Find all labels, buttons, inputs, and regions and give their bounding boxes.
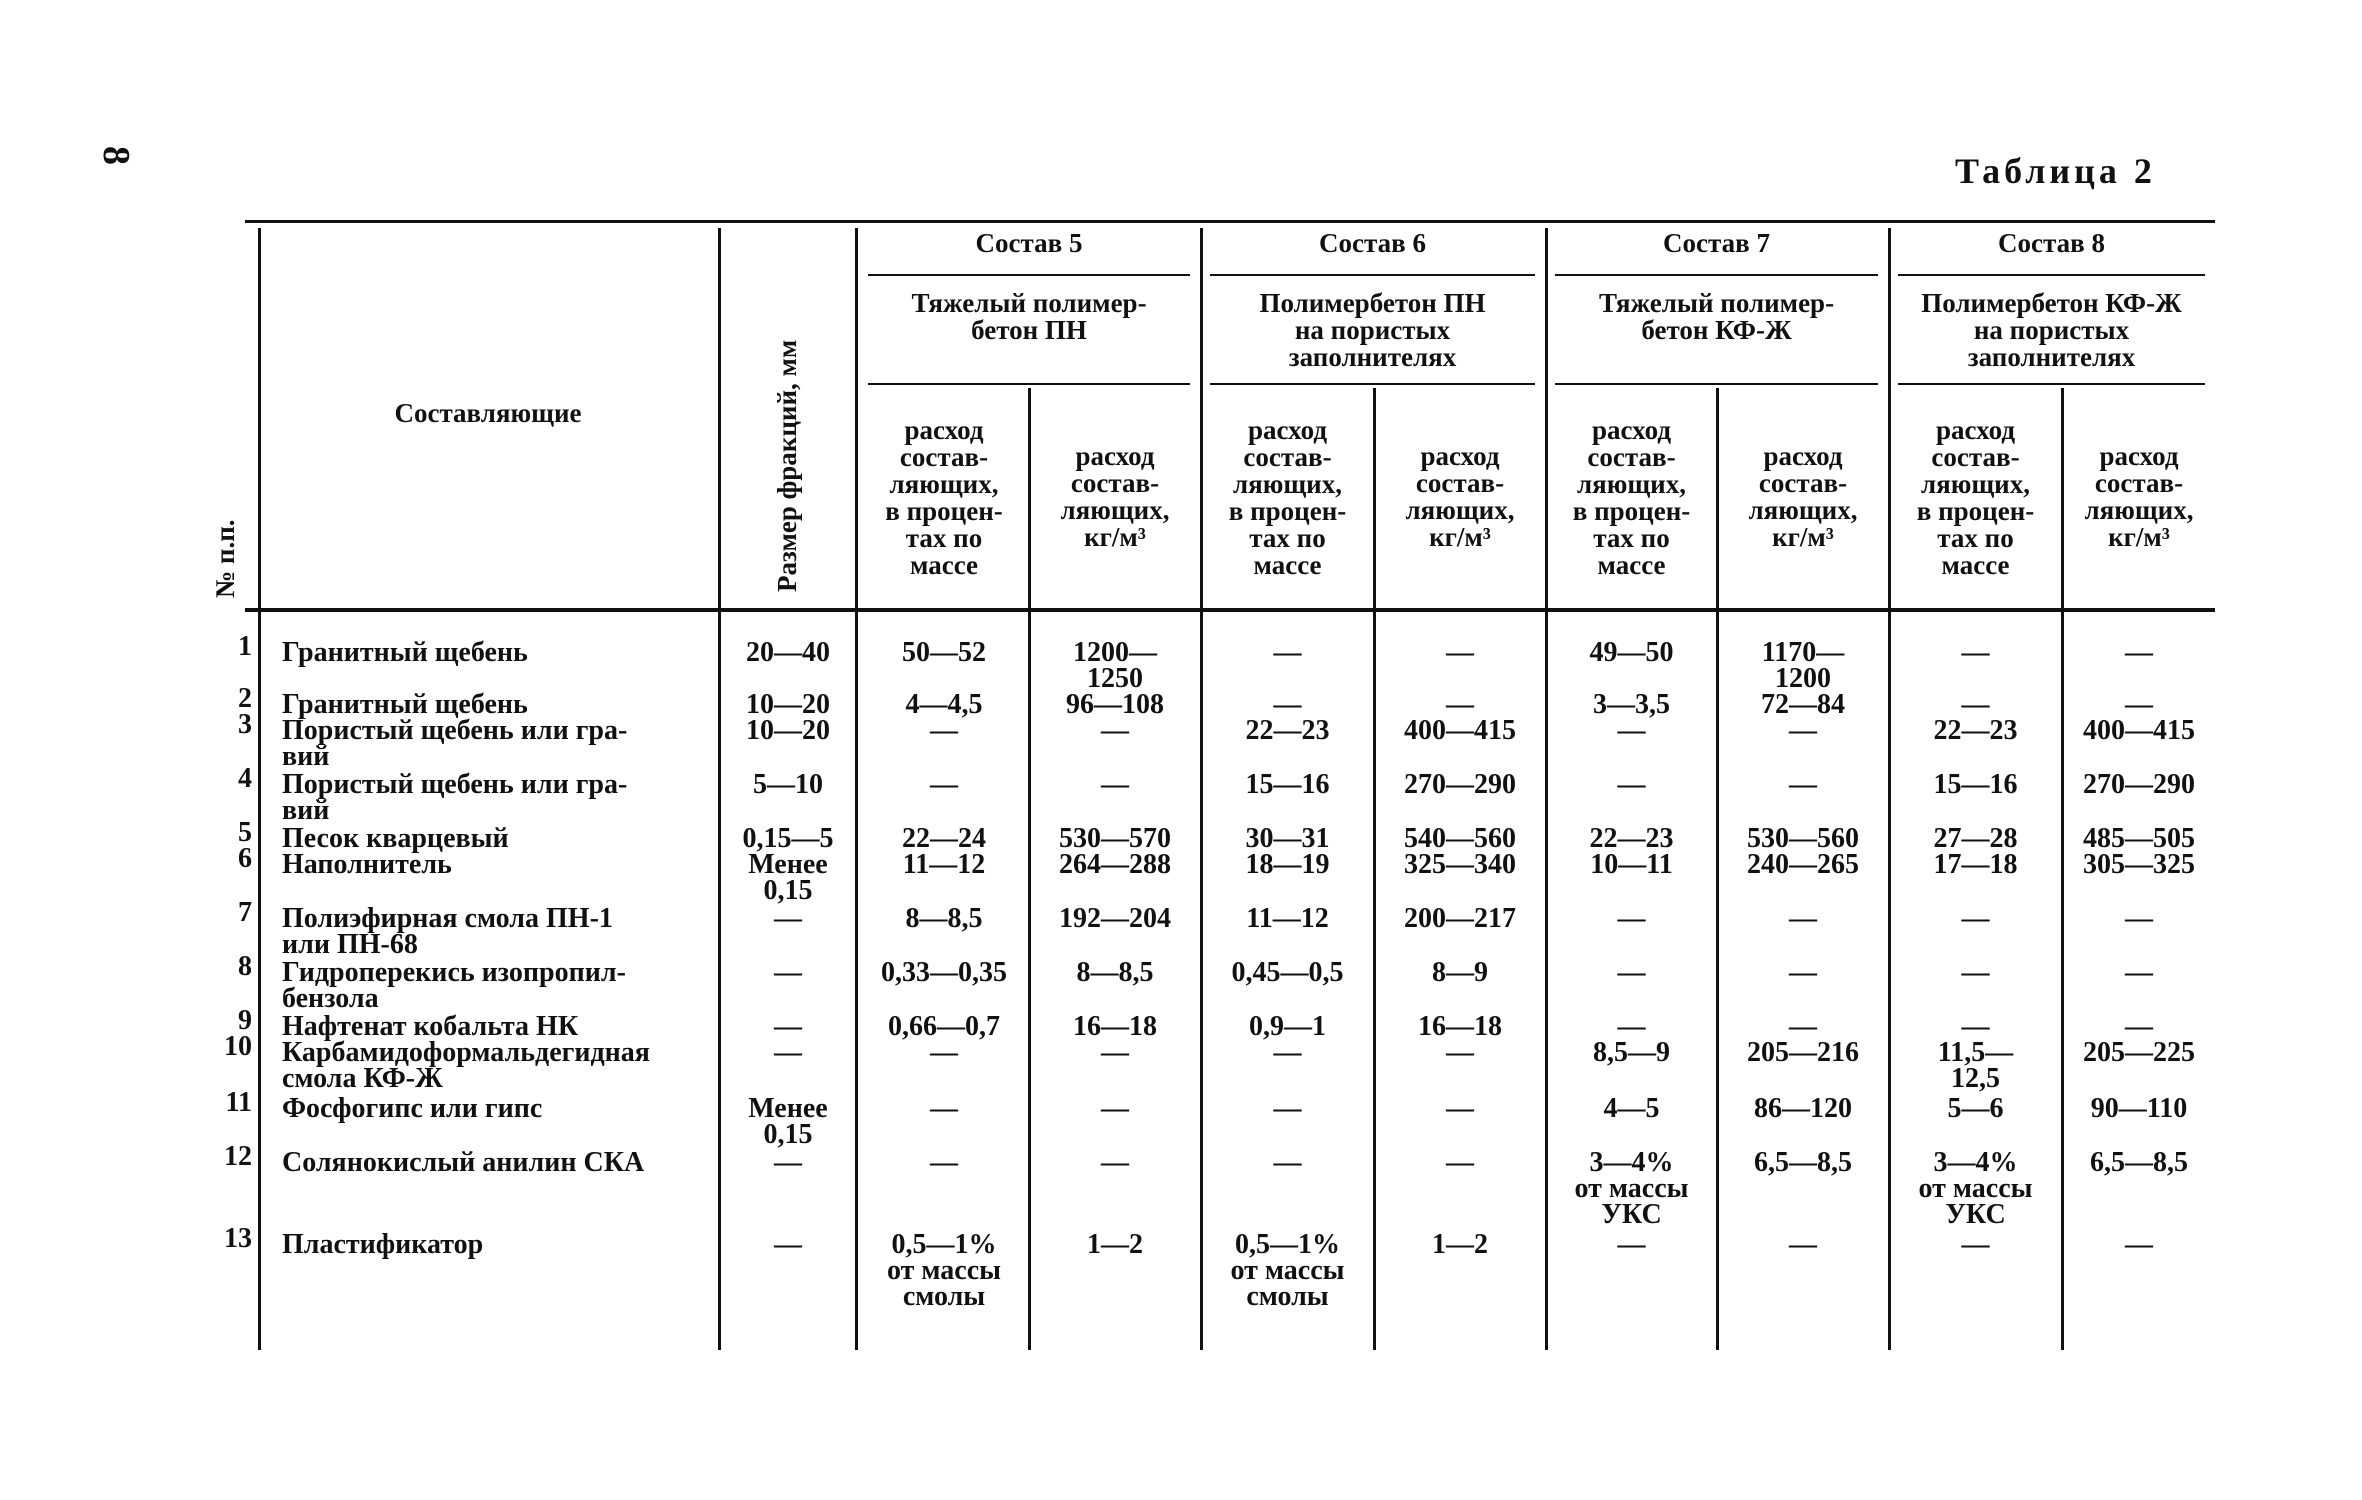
value-kg-per-m3: 485—505 [2083, 823, 2195, 854]
component-name: Гранитный щебень [282, 637, 528, 668]
fraction-size: — [774, 1037, 802, 1068]
header-composition-name: Состав 5 [975, 228, 1083, 258]
fraction-size: — [774, 1229, 802, 1260]
value-kg-per-m3: 8—9 [1432, 957, 1488, 988]
composition-name-rule [1210, 274, 1535, 276]
row-number: 6 [238, 843, 252, 874]
fraction-size: Менее 0,15 [748, 849, 828, 906]
value-kg-per-m3: — [1789, 1229, 1817, 1260]
value-percent: — [1617, 957, 1646, 988]
value-percent: — [1617, 715, 1646, 746]
value-percent: — [1273, 1037, 1302, 1068]
value-kg-per-m3: 1—2 [1432, 1229, 1488, 1260]
header-composition-name: Состав 7 [1663, 228, 1770, 258]
value-kg-per-m3: — [1446, 689, 1474, 720]
value-kg-per-m3: — [1789, 903, 1817, 934]
row-number: 11 [225, 1087, 252, 1118]
value-percent: 0,66—0,7 [888, 1011, 1000, 1042]
value-kg-per-m3: — [1789, 769, 1817, 800]
row-number: 10 [224, 1031, 252, 1062]
value-percent: 18—19 [1245, 849, 1330, 880]
value-kg-per-m3: 270—290 [1404, 769, 1516, 800]
value-kg-per-m3: — [2125, 1229, 2153, 1260]
value-kg-per-m3: 400—415 [2083, 715, 2195, 746]
column-rule [1028, 388, 1031, 1350]
composition-name-rule [868, 274, 1190, 276]
value-kg-per-m3: 72—84 [1761, 689, 1845, 720]
value-percent: 15—16 [1933, 769, 2018, 800]
row-number: 4 [238, 763, 252, 794]
header-composition-type: Тяжелый полимер- бетон КФ-Ж [1598, 288, 1835, 345]
value-percent: 0,5—1% от массы смолы [887, 1229, 1001, 1312]
value-percent: 49—50 [1589, 637, 1674, 668]
composition-type-rule [1555, 383, 1878, 385]
composition-type-rule [1898, 383, 2205, 385]
value-kg-per-m3: — [1446, 1147, 1474, 1178]
fraction-size: 20—40 [746, 637, 830, 668]
value-kg-per-m3: 1—2 [1087, 1229, 1143, 1260]
column-rule [855, 228, 858, 1350]
header-composition-name: Состав 6 [1319, 228, 1426, 258]
value-kg-per-m3: 16—18 [1073, 1011, 1157, 1042]
value-percent: — [1273, 1093, 1302, 1124]
header-kg-per-m3: расход состав- ляющих, кг/м³ [1405, 441, 1515, 552]
row-number: 3 [238, 709, 252, 740]
value-kg-per-m3: — [2125, 637, 2153, 668]
value-percent: 8—8,5 [905, 903, 983, 934]
component-name: Песок кварцевый [282, 823, 509, 854]
header-percent-by-mass: расход состав- ляющих, в процен- тах по массе [885, 415, 1003, 580]
value-kg-per-m3: 6,5—8,5 [2090, 1147, 2188, 1178]
value-percent: 22—23 [1933, 715, 2018, 746]
value-percent: — [1961, 689, 1990, 720]
value-kg-per-m3: 200—217 [1404, 903, 1516, 934]
value-percent: — [930, 715, 958, 746]
value-percent: 22—23 [1589, 823, 1674, 854]
value-kg-per-m3: — [1446, 1037, 1474, 1068]
header-kg-per-m3: расход состав- ляющих, кг/м³ [1748, 441, 1858, 552]
page-number: 8 [95, 146, 137, 165]
header-kg-per-m3: расход состав- ляющих, кг/м³ [1060, 441, 1170, 552]
value-kg-per-m3: — [1789, 957, 1817, 988]
value-kg-per-m3: — [1101, 1093, 1129, 1124]
row-number: 9 [238, 1005, 252, 1036]
header-percent-by-mass: расход состав- ляющих, в процен- тах по массе [1228, 415, 1347, 580]
fraction-size: — [774, 1147, 802, 1178]
value-percent: 3—4% от массы УКС [1918, 1147, 2033, 1230]
value-kg-per-m3: 192—204 [1059, 903, 1171, 934]
value-percent: 3—3,5 [1593, 689, 1670, 720]
value-percent: 15—16 [1245, 769, 1330, 800]
value-percent: — [1961, 637, 1990, 668]
value-percent: — [1617, 1011, 1646, 1042]
composition-name-rule [1555, 274, 1878, 276]
column-rule [2061, 388, 2064, 1350]
value-percent: 22—24 [902, 823, 986, 854]
header-composition-type: Полимербетон ПН на пористых заполнителях [1259, 288, 1486, 372]
component-name: Карбамидоформальдегидная смола КФ-Ж [282, 1037, 650, 1094]
component-name: Солянокислый анилин СКА [282, 1147, 645, 1178]
column-rule [1373, 388, 1376, 1350]
value-kg-per-m3: 530—570 [1059, 823, 1171, 854]
value-percent: — [1617, 903, 1646, 934]
value-kg-per-m3: — [2125, 903, 2153, 934]
fraction-size: — [774, 903, 802, 934]
column-rule [718, 228, 721, 1350]
value-kg-per-m3: — [1101, 715, 1129, 746]
value-kg-per-m3: 540—560 [1404, 823, 1516, 854]
value-kg-per-m3: 205—225 [2083, 1037, 2195, 1068]
fraction-size: 5—10 [753, 769, 823, 800]
value-percent: — [1961, 1011, 1990, 1042]
table-top-rule [245, 220, 2215, 223]
component-name: Полиэфирная смола ПН-1 или ПН-68 [282, 903, 613, 960]
fraction-size: — [774, 957, 802, 988]
value-percent: 8,5—9 [1593, 1037, 1670, 1068]
fraction-size: 0,15—5 [742, 823, 834, 854]
column-rule [258, 228, 261, 1350]
header-fraction: Размер фракций, мм [772, 339, 802, 592]
row-number: 13 [224, 1223, 252, 1254]
value-percent: — [1961, 1229, 1990, 1260]
value-percent: 30—31 [1245, 823, 1330, 854]
value-kg-per-m3: — [2125, 1011, 2153, 1042]
value-kg-per-m3: — [1101, 1147, 1129, 1178]
value-kg-per-m3: — [1101, 1037, 1129, 1068]
value-kg-per-m3: 1200— 1250 [1073, 637, 1157, 694]
value-kg-per-m3: — [1789, 715, 1817, 746]
value-kg-per-m3: — [2125, 957, 2153, 988]
header-percent-by-mass: расход состав- ляющих, в процен- тах по массе [1916, 415, 2035, 580]
value-percent: — [1617, 769, 1646, 800]
value-kg-per-m3: — [1101, 769, 1129, 800]
component-name: Пористый щебень или гра- вий [282, 715, 628, 772]
header-kg-per-m3: расход состав- ляющих, кг/м³ [2084, 441, 2194, 552]
value-percent: 11—12 [902, 849, 986, 880]
value-kg-per-m3: 86—120 [1754, 1093, 1852, 1124]
value-percent: — [1961, 903, 1990, 934]
value-percent: — [1961, 957, 1990, 988]
header-component: Составляющие [394, 398, 582, 428]
value-percent: — [930, 1037, 958, 1068]
value-percent: 10—11 [1590, 849, 1673, 880]
header-composition-type: Тяжелый полимер- бетон ПН [911, 288, 1147, 345]
value-percent: 17—18 [1933, 849, 2018, 880]
value-kg-per-m3: — [1789, 1011, 1817, 1042]
value-percent: 22—23 [1245, 715, 1330, 746]
value-kg-per-m3: 16—18 [1418, 1011, 1502, 1042]
value-percent: 4—4,5 [905, 689, 983, 720]
header-no: № п.п. [210, 519, 240, 598]
row-number: 1 [238, 631, 252, 662]
value-kg-per-m3: 270—290 [2083, 769, 2195, 800]
value-kg-per-m3: 1170— 1200 [1761, 637, 1845, 694]
column-rule [1716, 388, 1719, 1350]
component-name: Фосфогипс или гипс [282, 1093, 543, 1124]
header-bottom-rule [245, 608, 2215, 612]
composition-name-rule [1898, 274, 2205, 276]
value-percent: 27—28 [1933, 823, 2018, 854]
table-title: Таблица 2 [1955, 151, 2156, 191]
value-kg-per-m3: 400—415 [1404, 715, 1516, 746]
composition-type-rule [1210, 383, 1535, 385]
value-kg-per-m3: — [1446, 1093, 1474, 1124]
value-percent: 4—5 [1603, 1093, 1660, 1124]
value-percent: 50—52 [902, 637, 986, 668]
header-composition-type: Полимербетон КФ-Ж на пористых заполнителях [1921, 288, 2182, 372]
value-percent: 0,9—1 [1249, 1011, 1326, 1042]
header-composition-name: Состав 8 [1998, 228, 2105, 258]
fraction-size: 10—20 [746, 715, 830, 746]
value-percent: — [1273, 637, 1302, 668]
component-name: Гранитный щебень [282, 689, 528, 720]
row-number: 12 [224, 1141, 252, 1172]
value-kg-per-m3: 6,5—8,5 [1754, 1147, 1852, 1178]
fraction-size: — [774, 1011, 802, 1042]
value-kg-per-m3: — [2125, 689, 2153, 720]
value-kg-per-m3: 325—340 [1404, 849, 1516, 880]
value-kg-per-m3: 96—108 [1066, 689, 1164, 720]
row-number: 2 [238, 683, 252, 714]
value-percent: 11,5— 12,5 [1937, 1037, 2014, 1094]
fraction-size: Менее 0,15 [748, 1093, 828, 1150]
value-percent: 3—4% от массы УКС [1574, 1147, 1689, 1230]
value-percent: 0,33—0,35 [881, 957, 1007, 988]
value-kg-per-m3: 240—265 [1747, 849, 1859, 880]
composition-type-rule [868, 383, 1190, 385]
row-number: 5 [238, 817, 252, 848]
header-percent-by-mass: расход состав- ляющих, в процен- тах по массе [1572, 415, 1691, 580]
component-name: Нафтенат кобальта НК [282, 1011, 579, 1042]
component-name: Наполнитель [282, 849, 452, 880]
value-percent: — [1273, 1147, 1302, 1178]
value-kg-per-m3: — [1446, 637, 1474, 668]
value-percent: — [930, 1093, 958, 1124]
row-number: 7 [238, 897, 252, 928]
value-percent: — [1617, 1229, 1646, 1260]
value-percent: — [930, 769, 958, 800]
value-kg-per-m3: 8—8,5 [1076, 957, 1154, 988]
row-number: 8 [238, 951, 252, 982]
value-percent: — [1273, 689, 1302, 720]
value-kg-per-m3: 205—216 [1747, 1037, 1859, 1068]
value-percent: 0,45—0,5 [1231, 957, 1344, 988]
component-name: Гидроперекись изопропил- бензола [282, 957, 626, 1014]
value-kg-per-m3: 305—325 [2083, 849, 2195, 880]
value-percent: 11—12 [1246, 903, 1329, 934]
fraction-size: 10—20 [746, 689, 830, 720]
component-name: Пластификатор [282, 1229, 484, 1260]
value-kg-per-m3: 90—110 [2090, 1093, 2188, 1124]
value-percent: 5—6 [1947, 1093, 2004, 1124]
value-kg-per-m3: 530—560 [1747, 823, 1859, 854]
value-percent: 0,5—1% от массы смолы [1230, 1229, 1345, 1312]
component-name: Пористый щебень или гра- вий [282, 769, 628, 826]
value-percent: — [930, 1147, 958, 1178]
value-kg-per-m3: 264—288 [1059, 849, 1171, 880]
